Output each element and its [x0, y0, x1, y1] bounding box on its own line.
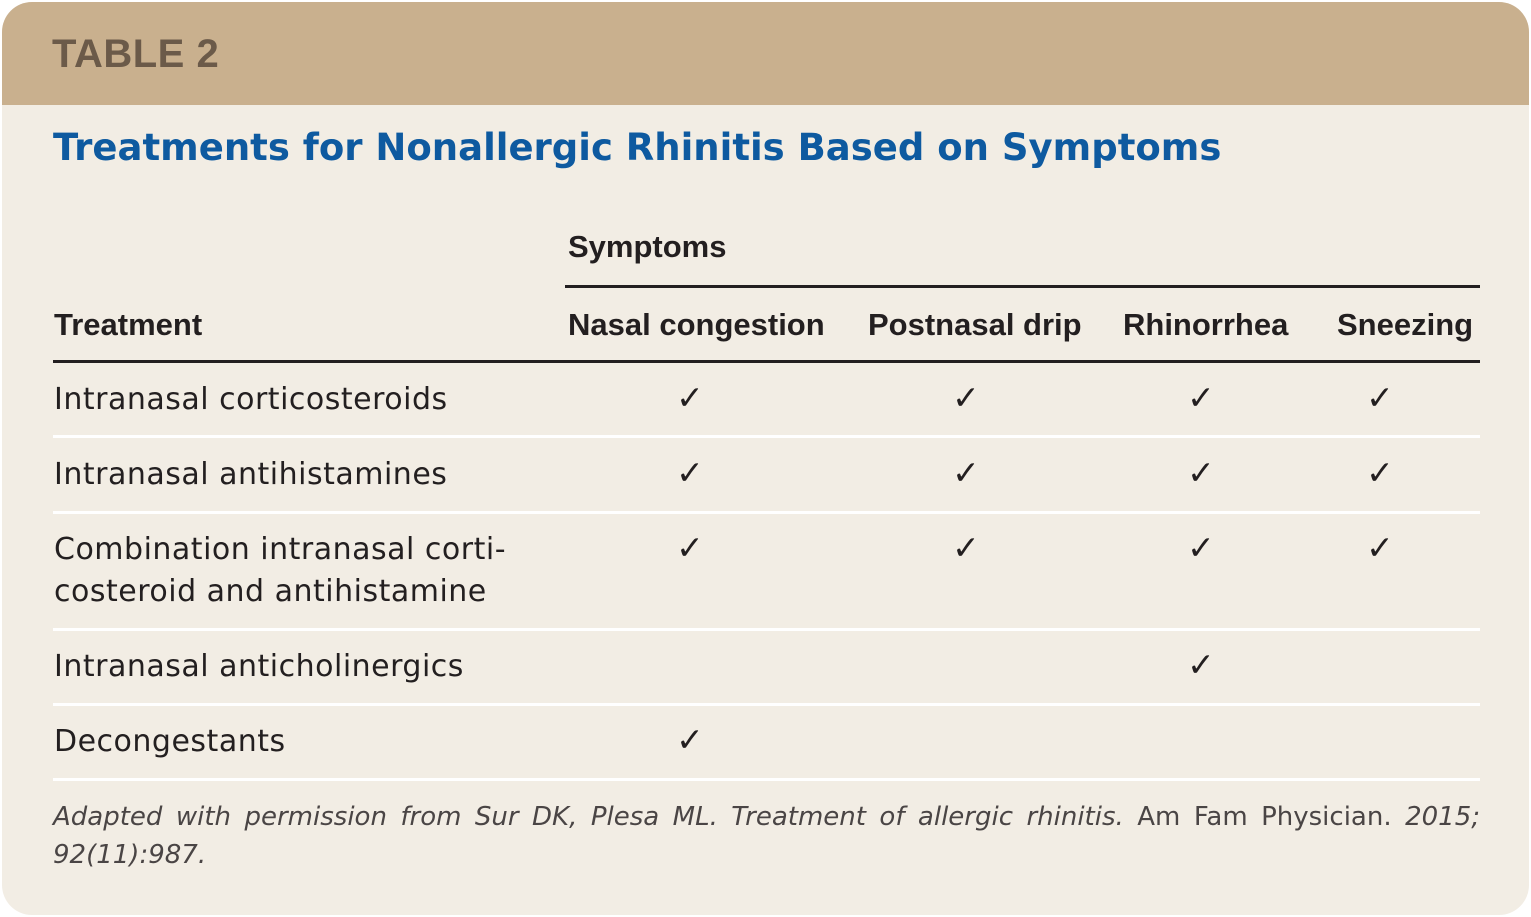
table-banner [2, 2, 1529, 105]
row-divider [53, 435, 1480, 438]
check-icon: ✓ [952, 453, 980, 492]
check-icon: ✓ [1187, 645, 1215, 684]
check-icon: ✓ [1187, 528, 1215, 567]
check-icon: ✓ [1366, 378, 1394, 417]
table-card [2, 2, 1529, 915]
treatment-cell: Intranasal anticholinergics [54, 649, 464, 684]
symptoms-group-header: Symptoms [568, 229, 727, 264]
column-header-rhinorrhea: Rhinorrhea [1123, 307, 1289, 342]
check-icon: ✓ [1187, 453, 1215, 492]
check-icon: ✓ [676, 720, 704, 759]
treatment-column-header: Treatment [54, 307, 203, 342]
treatment-cell: Decongestants [54, 724, 286, 759]
check-icon: ✓ [1366, 453, 1394, 492]
table-title: Treatments for Nonallergic Rhinitis Based on Symptoms [53, 126, 1222, 169]
row-divider [53, 778, 1480, 781]
table-number-label: TABLE 2 [52, 32, 220, 76]
check-icon: ✓ [952, 528, 980, 567]
footnote-journal: Am Fam Physician. [1123, 802, 1406, 832]
treatment-cell: Combination intranasal corti- costeroid and antihistamine [54, 532, 507, 609]
check-icon: ✓ [952, 378, 980, 417]
column-header-postnasal-drip: Postnasal drip [868, 307, 1082, 342]
treatment-cell: Intranasal antihistamines [54, 457, 448, 492]
check-icon: ✓ [676, 528, 704, 567]
footnote-citation: 2015; 92(11):987. [53, 802, 1480, 870]
header-bottom-rule [53, 360, 1480, 363]
column-header-nasal-congestion: Nasal congestion [568, 307, 825, 342]
symptoms-header-rule [565, 285, 1480, 288]
check-icon: ✓ [1187, 378, 1215, 417]
check-icon: ✓ [1366, 528, 1394, 567]
check-icon: ✓ [676, 378, 704, 417]
row-divider [53, 703, 1480, 706]
column-header-sneezing: Sneezing [1337, 307, 1474, 342]
row-divider [53, 511, 1480, 514]
check-icon: ✓ [676, 453, 704, 492]
treatment-cell: Intranasal corticosteroids [54, 382, 448, 417]
footnote-text-start: Adapted with permission from Sur DK, Plesa ML. Treatment of allergic rhinitis. [53, 802, 1124, 832]
row-divider [53, 628, 1480, 631]
source-footnote [53, 798, 1480, 874]
